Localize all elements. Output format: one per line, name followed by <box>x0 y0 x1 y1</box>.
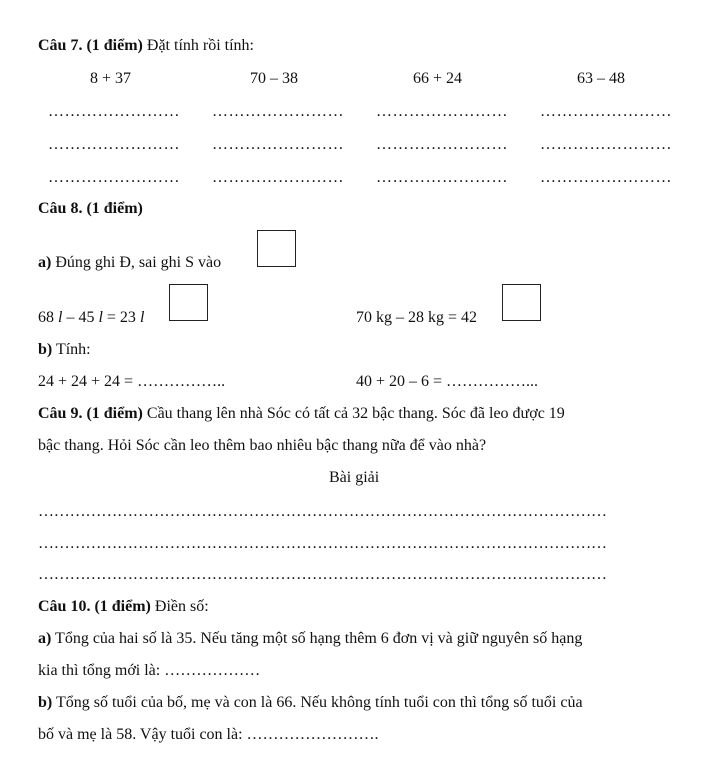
eq1-part: = 23 <box>106 309 136 326</box>
q7-expr-1: 8 + 37 <box>90 70 132 87</box>
q8-header <box>38 200 143 218</box>
q7-title: Câu 7. (1 điểm) <box>38 37 143 54</box>
eq1-part: 68 <box>38 309 54 326</box>
q9-title: Câu 9. (1 điểm) <box>38 405 143 422</box>
answer-box[interactable] <box>257 230 296 267</box>
q9-text-1: Cầu thang lên nhà Sóc có tất cả 32 bậc thang. Sóc đã leo được 19 <box>146 405 565 422</box>
solution-heading: Bài giải <box>329 469 380 486</box>
q7-answer-line[interactable]: …………………… <box>212 103 344 120</box>
q8-part-b <box>38 341 91 359</box>
q7-answer-line[interactable]: …………………… <box>48 136 180 153</box>
q8-part-a <box>38 254 221 272</box>
q10-b-label: b) <box>38 694 53 711</box>
eq1-unit: l <box>139 309 145 326</box>
solution-line[interactable]: ……………………………………………………………………………………………… <box>38 503 607 520</box>
q8-title: Câu 8. (1 điểm) <box>38 200 143 217</box>
q7-answer-line[interactable]: …………………… <box>376 136 508 153</box>
q8-calc-1[interactable]: 24 + 24 + 24 = …………….. <box>38 373 226 390</box>
q10-a-label: a) <box>38 630 52 647</box>
q7-instruction: Đặt tính rồi tính: <box>146 37 254 54</box>
q9-text-2: bậc thang. Hỏi Sóc cần leo thêm bao nhiêu bậc thang nữa để vào nhà? <box>38 437 487 454</box>
q10-part-a <box>38 630 582 648</box>
q7-answer-line[interactable]: …………………… <box>48 169 180 186</box>
q10-b-text-1: Tổng số tuổi của bố, mẹ và con là 66. Nếu không tính tuổi con thì tổng số tuổi của <box>55 694 583 711</box>
q7-expr-4: 63 – 48 <box>577 70 625 87</box>
q7-expr-3: 66 + 24 <box>413 70 463 87</box>
q7-answer-line[interactable]: …………………… <box>376 103 508 120</box>
q10-title: Câu 10. (1 điểm) <box>38 598 151 615</box>
q10-a-text-1: Tổng của hai số là 35. Nếu tăng một số hạng thêm 6 đơn vị và giữ nguyên số hạng <box>55 630 583 647</box>
q8-b-text: Tính: <box>55 341 91 358</box>
q8-calc-2[interactable]: 40 + 20 – 6 = ……………... <box>356 373 539 390</box>
q7-header <box>38 37 254 55</box>
q10-b-text-2[interactable]: bố và mẹ là 58. Vậy tuổi con là: ……………………. <box>38 726 379 743</box>
answer-box[interactable] <box>169 284 208 321</box>
q9-line-1 <box>38 405 565 423</box>
q8-equation-1 <box>38 309 144 327</box>
solution-line[interactable]: ……………………………………………………………………………………………… <box>38 535 607 552</box>
q10-part-b <box>38 694 583 712</box>
eq1-part: – 45 <box>66 309 95 326</box>
q8-b-label: b) <box>38 341 53 358</box>
q10-a-text-2[interactable]: kia thì tổng mới là: ……………… <box>38 662 261 679</box>
q7-answer-line[interactable]: …………………… <box>212 136 344 153</box>
q7-answer-line[interactable]: …………………… <box>212 169 344 186</box>
q7-answer-line[interactable]: …………………… <box>48 103 180 120</box>
answer-box[interactable] <box>502 284 541 321</box>
q7-answer-line[interactable]: …………………… <box>540 103 672 120</box>
solution-line[interactable]: ……………………………………………………………………………………………… <box>38 566 607 583</box>
q10-instruction: Điền số: <box>154 598 209 615</box>
q7-answer-line[interactable]: …………………… <box>540 169 672 186</box>
q8-a-label: a) <box>38 254 52 271</box>
q7-answer-line[interactable]: …………………… <box>376 169 508 186</box>
eq1-unit: l <box>58 309 63 326</box>
q7-expr-2: 70 – 38 <box>250 70 298 87</box>
eq1-unit: l <box>98 309 103 326</box>
q10-header <box>38 598 209 616</box>
q7-answer-line[interactable]: …………………… <box>540 136 672 153</box>
q8-a-text: Đúng ghi Đ, sai ghi S vào <box>55 254 222 271</box>
q8-equation-2: 70 kg – 28 kg = 42 <box>356 309 478 326</box>
